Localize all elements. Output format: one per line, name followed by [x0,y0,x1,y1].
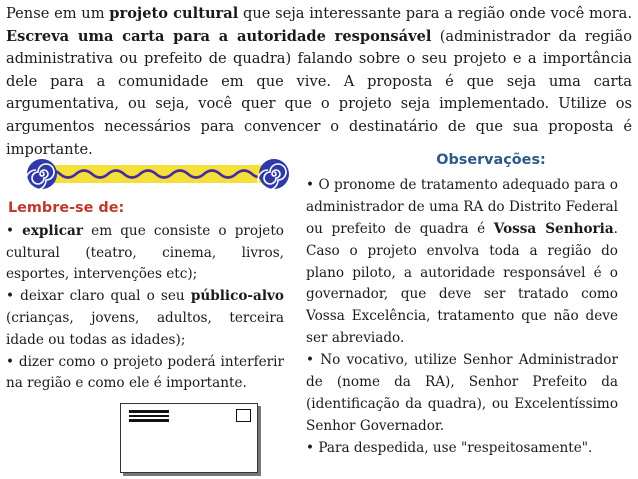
observations-heading: Observações: [436,152,546,168]
reminder-item-explain: • explicar em que consiste o projeto cultural (teatro, cinema, livros, esportes, intervenções etc); [6,222,284,283]
intro-bold-letter: Escreva uma carta para a autoridade responsável [6,27,432,45]
observation-item-pronoun: • O pronome de tratamento adequado para o administrador de uma RA do Distrito Federal ou prefeito de quadra é Vossa Senhoria. Caso o projeto envolva toda a região do plano piloto, a autoridade responsável é o governador, que deve ser tratado como Vossa Excelência, tratamento que não deve ser abreviado. [306,176,618,347]
intro-paragraph [6,3,632,161]
envelope-address-lines [129,410,169,424]
spiral-wave-banner-icon [26,158,290,190]
spiral-right-icon [258,159,289,190]
intro-text-3: (administrador da região administrativa ou prefeito de quadra) falando sobre o seu projeto e a importância dele para a comunidade em que vive. A proposta é que seja uma carta argumentativa, ou seja, você quer que o projeto seja implementado. Utilize os argumentos necessários para convencer o destinatário de que sua proposta é importante. [6,27,632,158]
reminder-item-impact: • dizer como o projeto poderá interferir na região e como ele é importante. [6,353,284,392]
observation-item-vocative: • No vocativo, utilize Senhor Administrador de (nome da RA), Senhor Prefeito da (identificação da quadra), ou Excelentíssimo Senhor Governador. [306,352,618,434]
observations-box [306,150,618,460]
envelope-stamp [236,409,251,422]
reminder-heading: Lembre-se de: [8,200,125,216]
envelope-icon [120,403,258,473]
observation-item-farewell: • Para despedida, use "respeitosamente". [306,439,593,456]
reminder-item-audience: • deixar claro qual o seu público-alvo (crianças, jovens, adultos, terceira idade ou todas as idades); [6,288,284,348]
intro-text-2: que seja interessante para a região onde você mora. [238,5,632,22]
intro-bold-project: projeto cultural [109,5,239,22]
reminder-box [6,198,284,395]
intro-text-1: Pense em um [6,5,110,22]
spiral-left-icon [26,159,57,190]
